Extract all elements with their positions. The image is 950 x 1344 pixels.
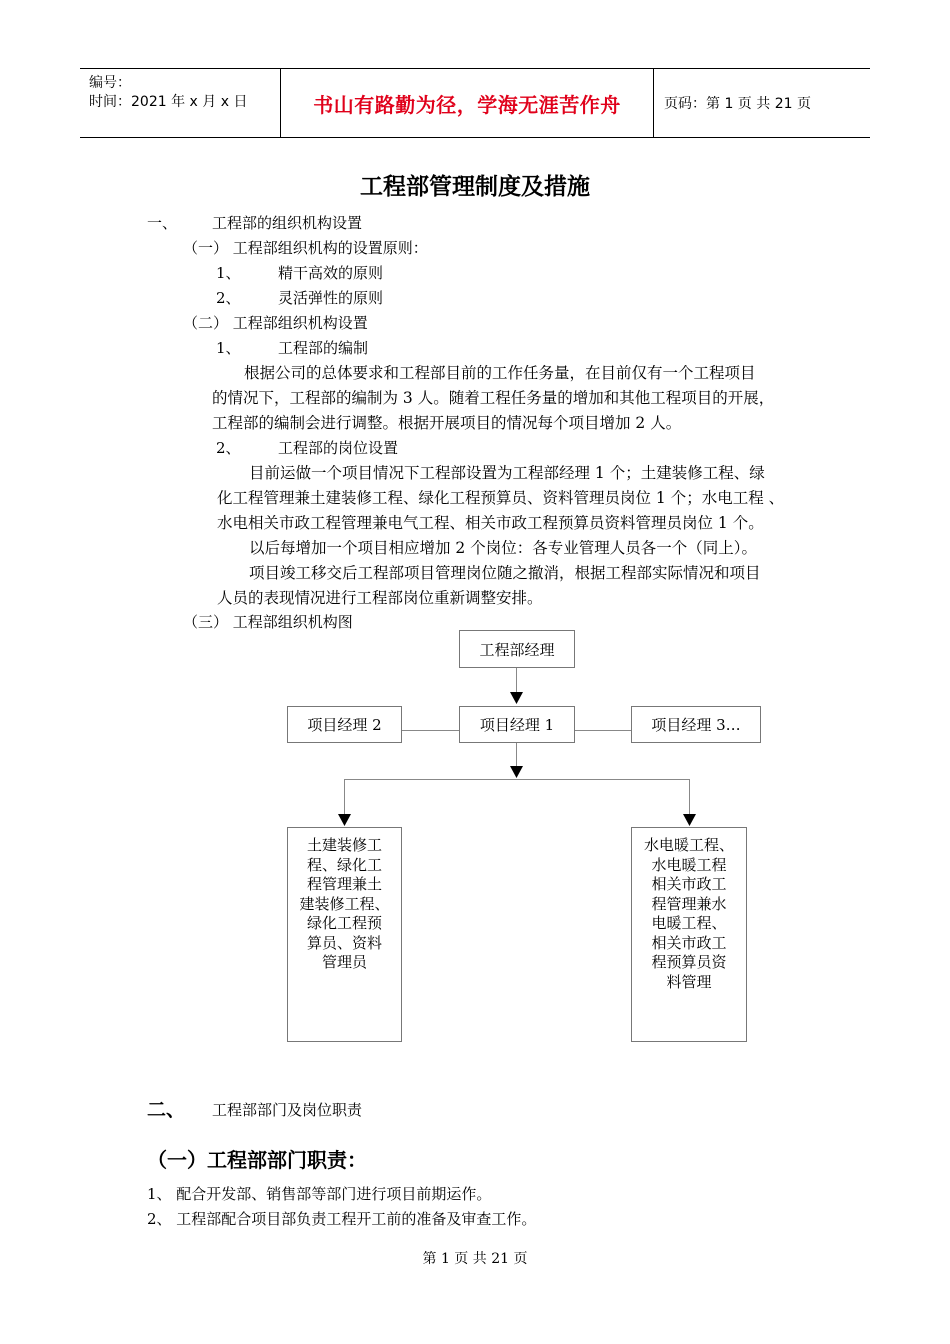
mep-line: 电暖工程、	[651, 914, 727, 932]
header-page-cell	[654, 69, 870, 137]
para4-line2: 人员的表现情况进行工程部岗位重新调整安排。	[217, 589, 543, 607]
connector-branch	[344, 779, 690, 780]
connector-pm2	[402, 730, 460, 731]
para2-line3: 水电相关市政工程管理兼电气工程、相关市政工程预算员资料管理员岗位 1 个。	[217, 514, 764, 532]
mep-line: 水电暖工程	[651, 855, 727, 874]
header-motto-cell	[281, 69, 654, 137]
sec1-sub2: （二） 工程部组织机构设置	[183, 314, 368, 332]
mep-line: 程预算员资	[651, 953, 727, 971]
sub1-item2: 灵活弹性的原则	[278, 289, 384, 307]
para1-line2: 的情况下，工程部的编制为 3 人。随着工程任务量的增加和其他工程项目的开展，	[212, 389, 775, 407]
sub1-item2-num: 2、	[216, 289, 241, 307]
civil-line: 管理员	[321, 953, 367, 971]
mep-line: 料管理	[666, 972, 712, 991]
page-footer: 第 1 页 共 21 页	[422, 1251, 528, 1267]
sub1-item1: 精干高效的原则	[278, 264, 384, 282]
sec1-number: 一、	[147, 214, 178, 232]
mep-line: 相关市政工	[651, 875, 727, 893]
org-box-manager: 工程部经理	[459, 630, 575, 668]
header-meta-cell	[80, 69, 281, 137]
org-box-pm1: 项目经理 1	[459, 706, 575, 743]
civil-line: 建装修工程、	[299, 894, 390, 913]
para4-line1: 项目竣工移交后工程部项目管理岗位随之撤消，根据工程部实际情况和项目	[249, 564, 761, 582]
sec1-sub1: （一） 工程部组织机构的设置原则：	[183, 239, 428, 257]
sec1-heading: 工程部的组织机构设置	[212, 214, 363, 232]
page-title: 工程部管理制度及措施	[360, 173, 590, 200]
org-box-civil	[287, 827, 402, 1042]
arrow-down-icon	[338, 814, 351, 826]
sec2-sub-heading: （一）工程部部门职责：	[147, 1148, 367, 1172]
civil-line: 程管理兼土	[306, 875, 382, 893]
sec2-item1: 1、 配合开发部、销售部等部门进行项目前期运作。	[147, 1185, 492, 1203]
org-box-pm3: 项目经理 3…	[631, 706, 761, 743]
motto: 书山有路勤为径，学海无涯苦作舟	[313, 92, 621, 117]
para2-line1: 目前运做一个项目情况下工程部设置为工程部经理 1 个；土建装修工程、绿	[249, 464, 765, 482]
connector-left	[344, 779, 345, 815]
para1-line3: 工程部的编制会进行调整。根据开展项目的情况每个项目增加 2 人。	[212, 414, 682, 432]
page-info: 页码：第 1 页 共 21 页	[664, 96, 811, 112]
sub2-item1-num: 1、	[216, 339, 241, 357]
mep-line: 相关市政工	[651, 933, 727, 952]
civil-line: 土建装修工	[306, 836, 382, 854]
org-box-pm2: 项目经理 2	[287, 706, 402, 743]
arrow-down-icon	[510, 692, 523, 704]
org-box-mep	[631, 827, 747, 1042]
para1-line1: 根据公司的总体要求和工程部目前的工作任务量，在目前仅有一个工程项目	[244, 364, 756, 382]
para3: 以后每增加一个项目相应增加 2 个岗位：各专业管理人员各一个（同上）。	[249, 539, 757, 557]
connector-right	[689, 779, 690, 815]
sub2-item2: 工程部的岗位设置	[278, 439, 399, 457]
number-label: 编号：	[89, 75, 131, 91]
mep-line: 程管理兼水	[651, 894, 727, 913]
connector-top	[516, 668, 517, 694]
sec2-heading: 工程部部门及岗位职责	[212, 1101, 363, 1119]
civil-line: 程、绿化工	[306, 855, 382, 874]
sec2-number: 二、	[147, 1099, 186, 1121]
para2-line2: 化工程管理兼土建装修工程、绿化工程预算员、资料管理员岗位 1 个；水电工程 、	[217, 489, 785, 507]
document-header	[80, 68, 870, 138]
connector-mid	[516, 742, 517, 766]
connector-pm3	[575, 730, 632, 731]
civil-line: 算员、资料	[306, 933, 382, 952]
sub2-item1: 工程部的编制	[278, 339, 369, 357]
mep-line: 水电暖工程、	[643, 836, 734, 854]
sec2-item2: 2、 工程部配合项目部负责工程开工前的准备及审查工作。	[147, 1210, 537, 1228]
arrow-down-icon	[510, 766, 523, 778]
civil-line: 绿化工程预	[306, 914, 382, 932]
time-label: 时间：2021 年 x 月 x 日	[89, 94, 248, 110]
sec1-sub3: （三） 工程部组织机构图	[183, 613, 353, 631]
sub2-item2-num: 2、	[216, 439, 241, 457]
sub1-item1-num: 1、	[216, 264, 241, 282]
arrow-down-icon	[683, 814, 696, 826]
